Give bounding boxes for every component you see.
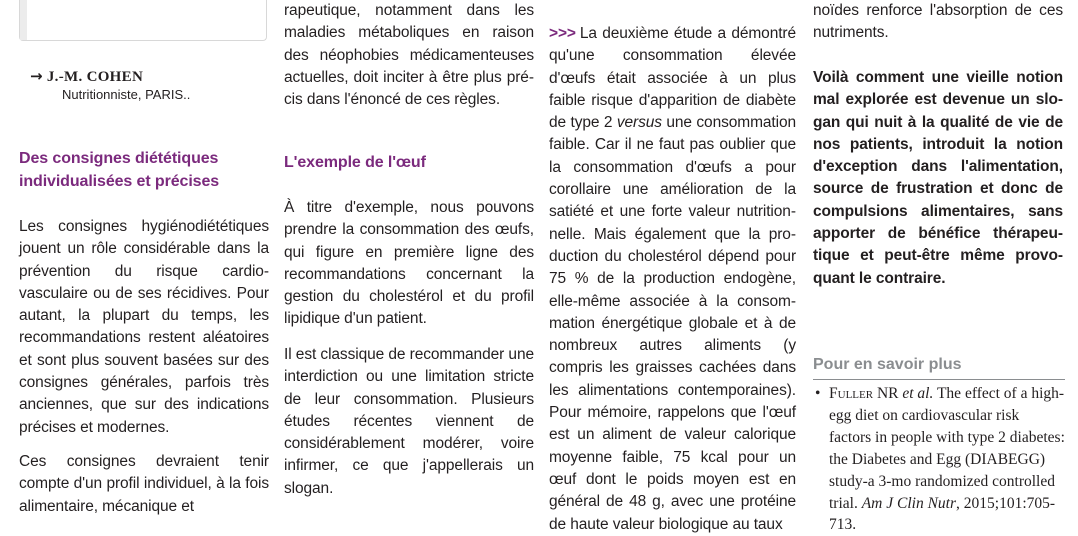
reference-text: Fuller NR et al. The effect of a high-egg diet on cardiovascular risk factors in people with type 2 diabetes: the Diabetes and Egg (DIABEGG) study-a 3-mo randomized controlled trial. Am J Clin Nutr, 2015;101:705-713. — [829, 385, 1065, 534]
image-frame — [19, 0, 267, 41]
reference-item — [815, 383, 1065, 536]
paragraph: Il est classique de recommander une interdiction ou une limitation stricte de leur consommation. Plusieurs études récentes viennent de considérablement modérer, voire infirmer, ce que j'appellerais un slogan. — [284, 346, 534, 497]
author-role: Nutritionniste, PARIS.. — [62, 87, 191, 102]
image-strip — [20, 0, 27, 40]
heading-line-1: Des consignes diététiques — [19, 150, 219, 167]
paragraph: Ces consignes devraient tenir compte d'un profil individuel, à la fois alimentaire, mécanique et — [19, 453, 269, 515]
section-heading-consignes — [19, 147, 269, 193]
paragraph: rapeutique, notamment dans les maladies métaboliques en raison des néophobies médicamenteuses actuelles, doit inciter à être plus précis dans l'énoncé de ces règles. — [284, 2, 534, 109]
paragraph: >>> La deuxième étude a démontré qu'une consommation élevée d'œufs était associée à un plus faible risque d'apparition de diabète de type 2 versus une consommation faible. Car il ne faut pas oublier que la consommation d'œufs a pour corollaire une amélioration de la satiété et une forte valeur nutritionnelle. Mais également que la production du cholestérol dépend pour 75 % de la production endogène, elle-même associée à la consommation énergétique globale et à de nombreux autres aliments (y compris les graisses cachées dans les alimentations contemporaines). Pour mémoire, rappelons que l'œuf est un aliment de valeur calorique moyenne faible, 75 kcal pour un œuf dont le poids moyen est en général de 48 g, avec une protéine de haute valeur biologique au taux — [549, 25, 796, 533]
paragraph: noïdes renforce l'absorption de ces nutriments. — [813, 2, 1063, 42]
arrow-right-icon: → — [30, 67, 43, 85]
author-block — [30, 67, 190, 103]
conclusion-paragraph: Voilà comment une vieille notion mal explorée est devenue un slogan qui nuit à la qualité de vie de nos patients, introduit la notion d'exception dans l'alimentation, source de frustration et donc de compulsions alimentaires, sans apporter de bénéfice thérapeutique et peut-être même provoquant le contraire. — [813, 69, 1063, 287]
further-reading-heading: Pour en savoir plus — [813, 354, 1065, 380]
section-heading-oeuf: L'exemple de l'œuf — [284, 154, 426, 171]
bullet-icon: • — [815, 385, 821, 402]
heading-line-2: individualisées et précises — [19, 173, 220, 190]
chevrons-icon: >>> — [549, 25, 576, 42]
author-name: → J.-M. COHEN — [30, 67, 144, 85]
paragraph: Les consignes hygiénodiététiques jouent un rôle considérable dans la prévention du risque cardiovasculaire ou de ses récidives. Pour autant, la plupart du temps, les recommandations restent aléatoires et sont plus souvent basées sur des consignes générales, parfois très anciennes, que sur des indications précises et modernes. — [19, 218, 269, 436]
paragraph: À titre d'exemple, nous pouvons prendre la consommation des œufs, qui figure en première ligne des recommandations concernant la gestion du cholestérol et du profil lipidique d'un patient. — [284, 199, 534, 328]
